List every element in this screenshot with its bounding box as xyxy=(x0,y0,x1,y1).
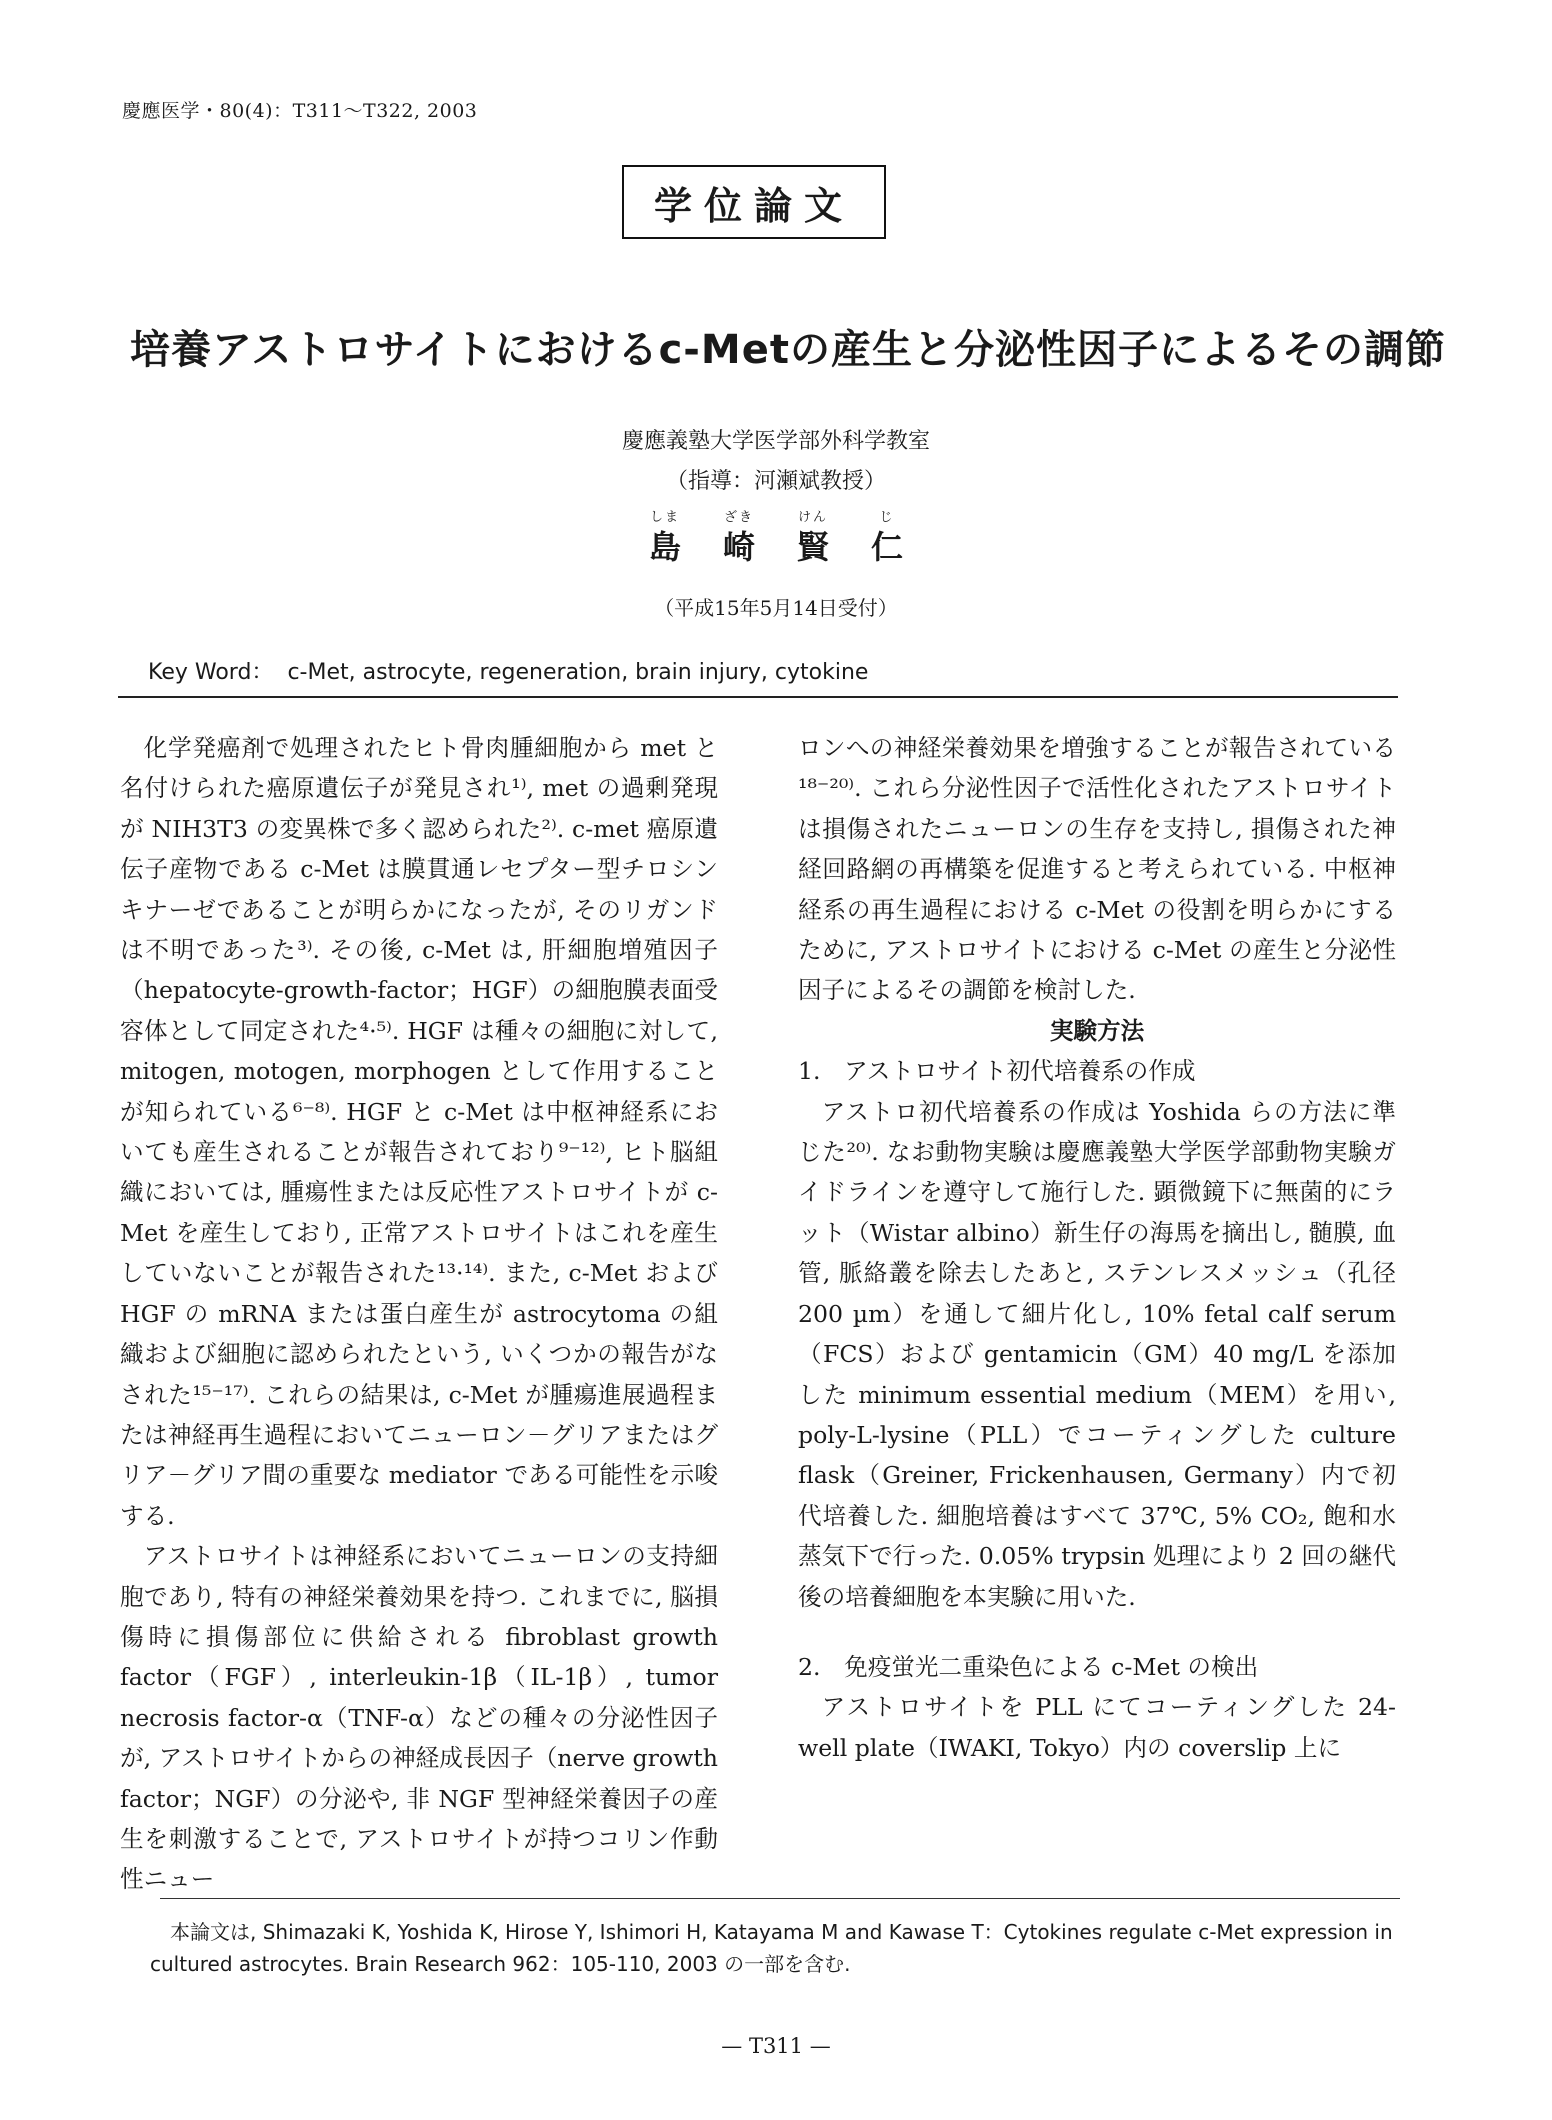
received-date: （平成15年5月14日受付） xyxy=(654,596,898,620)
author-char-2: 崎 xyxy=(722,528,755,566)
methods-paragraph-2: アストロサイトを PLL にてコーティングした 24-well plate（IWAKI, Tokyo）内の coverslip 上に xyxy=(798,1693,1396,1762)
affiliation: 慶應義塾大学医学部外科学教室 xyxy=(621,429,930,454)
subsection-2-heading: 2. 免疫蛍光二重染色による c-Met の検出 xyxy=(798,1652,1259,1681)
subsection-1-heading: 1. アストロサイト初代培養系の作成 xyxy=(798,1057,1196,1086)
keywords xyxy=(148,655,868,686)
intro-paragraph-2: アストロサイトは神経系においてニューロンの支持細胞であり, 特有の神経栄養効果を持つ. これまでに, 脳損傷時に損傷部位に供給される fibroblast growth factor（FGF）, interleukin-1β（IL-1β）, tumor necrosis factor-α（TNF-α）などの種々の分泌性因子が, アストロサイトからの神経成長因子（nerve growth factor；NGF）の分泌や, 非 NGF 型神経栄養因子の産生を刺激することで, アストロサイトが持つコリン作動性ニュー xyxy=(120,1542,718,1894)
header-rule xyxy=(118,696,1398,698)
left-column xyxy=(120,728,718,1900)
journal-citation: 慶應医学・80(4)：T311〜T322, 2003 xyxy=(122,100,478,122)
ruby-4: じ xyxy=(879,510,895,525)
keywords-value: c-Met, astrocyte, regeneration, brain injury, cytokine xyxy=(287,660,869,685)
ruby-3: けん xyxy=(797,510,828,525)
right-column xyxy=(798,728,1396,1768)
author-char-1: 島 xyxy=(648,528,681,566)
footnote-rule xyxy=(160,1898,1400,1899)
page-number: — T311 — xyxy=(721,2034,831,2058)
author-name xyxy=(0,522,1552,568)
footnote: 本論文は, Shimazaki K, Yoshida K, Hirose Y, Ishimori H, Katayama M and Kawase T：Cytokines regulate c-Met expression in cultured astrocytes. Brain Research 962：105-110, 2003 の一部を含む. xyxy=(150,1920,1393,1976)
advisor: （指導：河瀬斌教授） xyxy=(665,469,886,494)
ruby-1: しま xyxy=(649,510,680,525)
methods-heading: 実験方法 xyxy=(1049,1016,1145,1045)
author-char-4: 仁 xyxy=(870,528,903,566)
keywords-label: Key Word： xyxy=(148,660,274,685)
paper-title: 培養アストロサイトにおけるc-Metの産生と分泌性因子によるその調節 xyxy=(130,327,1446,373)
intro-paragraph-3: ロンへの神経栄養効果を増強することが報告されている¹⁸⁻²⁰⁾. これら分泌性因子で活性化されたアストロサイトは損傷されたニューロンの生存を支持し, 損傷された神経回路網の再構築を促進すると考えられている. 中枢神経系の再生過程における c-Met の役割を明らかにするために, アストロサイトにおける c-Met の産生と分泌性因子によるその調節を検討した. xyxy=(798,734,1396,1005)
methods-paragraph-1: アストロ初代培養系の作成は Yoshida らの方法に準じた²⁰⁾. なお動物実験は慶應義塾大学医学部動物実験ガイドラインを遵守して施行した. 顕微鏡下に無菌的にラット（Wistar albino）新生仔の海馬を摘出し, 髄膜, 血管, 脈絡叢を除去したあと, ステンレスメッシュ（孔径 200 µm）を通して細片化し, 10% fetal calf serum（FCS）および gentamicin（GM）40 mg/L を添加した minimum essential medium（MEM）を用い, poly-L-lysine（PLL）でコーティングした culture flask（Greiner, Frickenhausen, Germany）内で初代培養した. 細胞培養はすべて 37℃, 5% CO₂, 飽和水蒸気下で行った. 0.05% trypsin 処理により 2 回の継代後の培養細胞を本実験に用いた. xyxy=(798,1097,1396,1611)
article-type-box: 学位論文 xyxy=(622,165,886,239)
author-char-3: 賢 xyxy=(796,528,829,566)
ruby-2: ざき xyxy=(723,510,754,525)
intro-paragraph-1: 化学発癌剤で処理されたヒト骨肉腫細胞から met と名付けられた癌原遺伝子が発見され¹⁾, met の過剰発現が NIH3T3 の変異株で多く認められた²⁾. c-met 癌原遺伝子産物である c-Met は膜貫通レセプター型チロシンキナーゼであることが明らかになったが, そのリガンドは不明であった³⁾. その後, c-Met は, 肝細胞増殖因子（hepatocyte-growth-factor；HGF）の細胞膜表面受容体として同定された⁴·⁵⁾. HGF は種々の細胞に対して, mitogen, motogen, morphogen として作用することが知られている⁶⁻⁸⁾. HGF と c-Met は中枢神経系においても産生されることが報告されており⁹⁻¹²⁾, ヒト脳組織においては, 腫瘍性または反応性アストロサイトが c-Met を産生しており, 正常アストロサイトはこれを産生していないことが報告された¹³·¹⁴⁾. また, c-Met および HGF の mRNA または蛋白産生が astrocytoma の組織および細胞に認められたという, いくつかの報告がなされた¹⁵⁻¹⁷⁾. これらの結果は, c-Met が腫瘍進展過程または神経再生過程においてニューロン－グリアまたはグリア－グリア間の重要な mediator である可能性を示唆する. xyxy=(120,734,718,1530)
